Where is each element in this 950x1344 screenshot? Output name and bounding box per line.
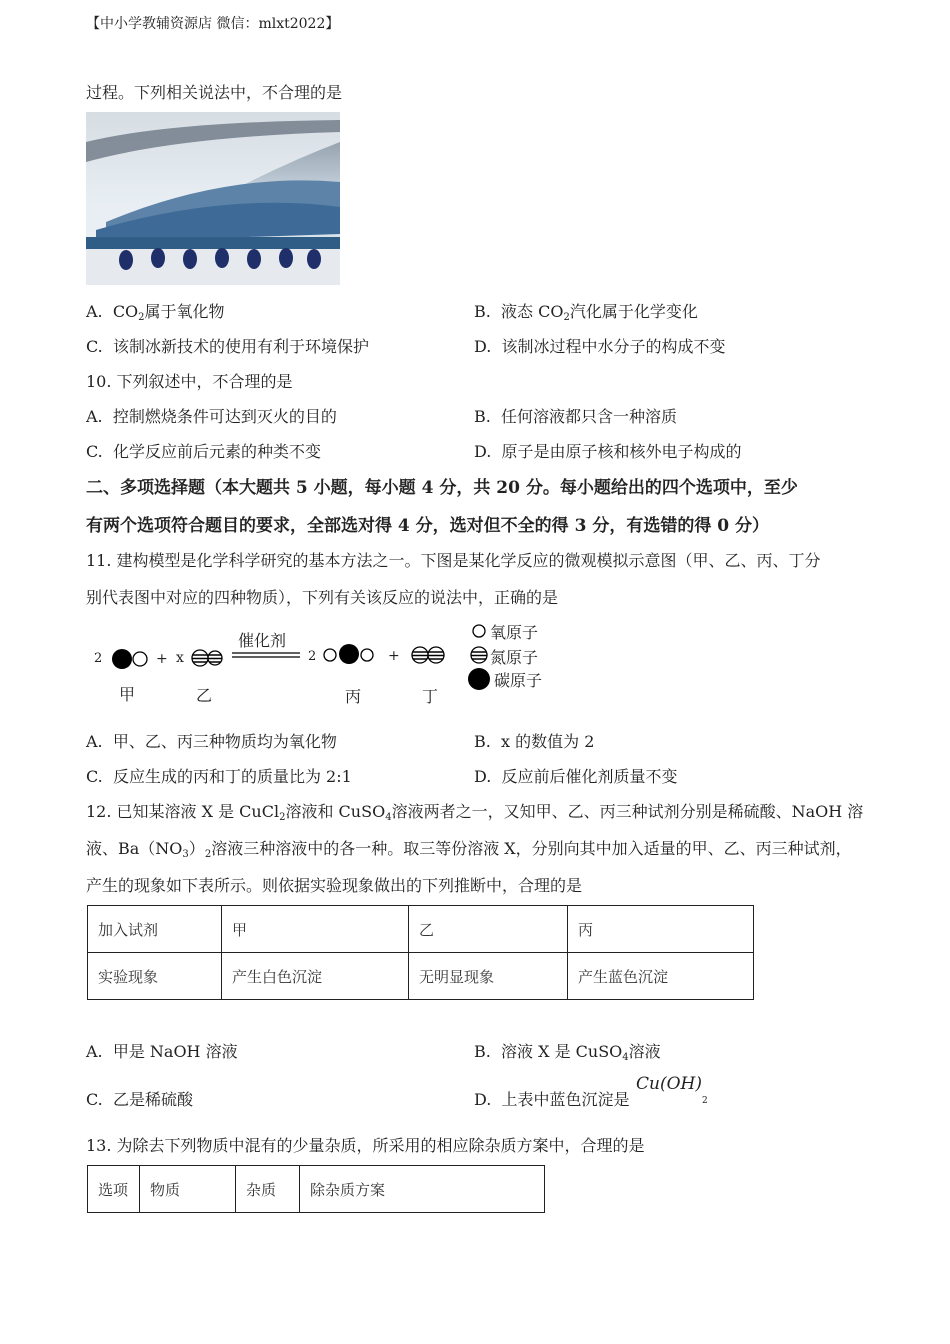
- table-cell: 丙: [568, 906, 754, 953]
- label-jia: 甲: [119, 685, 136, 704]
- q13-stem: 13. 为除去下列物质中混有的少量杂质，所采用的相应除杂质方案中，合理的是: [86, 1136, 645, 1155]
- q9-option-d: [474, 334, 726, 357]
- subscript: 2: [279, 812, 286, 823]
- q12-option-b: [474, 1039, 661, 1063]
- formula-text: Cu(OH): [636, 1074, 702, 1094]
- section2-heading-line2: 有两个选项符合题目的要求，全部选对得 4 分，选对但不全的得 3 分，有选错的得 0 分）: [86, 516, 769, 536]
- q12-stem-line1: [86, 799, 863, 823]
- subscript: 2: [701, 1096, 708, 1106]
- legend-nitrogen-label: 氮原子: [490, 648, 539, 667]
- option-letter: D.: [474, 442, 492, 461]
- option-letter: C.: [86, 767, 103, 786]
- header-watermark: 【中小学教辅资源店 微信：mlxt2022】: [86, 16, 340, 32]
- section2-heading-line1: 二、多项选择题（本大题共 5 小题，每小题 4 分，共 20 分。每小题给出的四个选项中，至少: [86, 478, 798, 498]
- option-text: x 的数值为 2: [501, 732, 595, 751]
- legend-oxygen-label: 氧原子: [490, 623, 539, 642]
- option-text: 控制燃烧条件可达到灭火的目的: [112, 407, 337, 426]
- option-letter: B.: [474, 302, 491, 321]
- option-letter: C.: [86, 1090, 103, 1109]
- subscript: 2: [204, 849, 212, 860]
- option-text: 溶液 X 是 CuSO: [501, 1042, 623, 1061]
- stem-text: 液、Ba（NO: [86, 839, 183, 858]
- reaction-diagram: [88, 618, 558, 710]
- option-text: 化学反应前后元素的种类不变: [112, 442, 321, 461]
- option-text: 该制冰新技术的使用有利于环境保护: [112, 337, 369, 356]
- legend-nitrogen-icon: [471, 647, 487, 663]
- option-letter: C.: [86, 337, 103, 356]
- option-text: 液态 CO: [501, 302, 564, 321]
- q10-option-d: [474, 439, 742, 462]
- table-row: [88, 953, 754, 1000]
- label-yi: 乙: [196, 686, 213, 705]
- legend-oxygen-icon: [473, 625, 485, 637]
- q9-option-a: [86, 299, 225, 323]
- q12-option-d: [474, 1087, 630, 1110]
- option-text: 上表中蓝色沉淀是: [501, 1090, 630, 1109]
- table-cell: 乙: [409, 906, 568, 953]
- table-cell: 选项: [88, 1166, 140, 1213]
- coefficient: 2: [308, 649, 317, 664]
- table-cell: 实验现象: [88, 953, 222, 1000]
- option-text: 反应生成的丙和丁的质量比为 2:1: [112, 767, 352, 786]
- table-cell: 除杂质方案: [300, 1166, 545, 1213]
- nitrogen-molecule: [192, 650, 222, 666]
- table-cell: 无明显现象: [409, 953, 568, 1000]
- option-letter: B.: [474, 407, 491, 426]
- option-letter: A.: [86, 407, 103, 426]
- coefficient-x: x: [176, 650, 184, 666]
- q11-stem-line2: 别代表图中对应的四种物质），下列有关该反应的说法中，正确的是: [86, 588, 559, 607]
- option-letter: B.: [474, 1042, 491, 1061]
- q11-stem-line1: 11. 建构模型是化学科学研究的基本方法之一。下图是某化学反应的微观模拟示意图（甲、乙、丙、丁分: [86, 551, 821, 570]
- table-cell: 产生蓝色沉淀: [568, 953, 754, 1000]
- coefficient: 2: [94, 651, 103, 666]
- stem-text: 溶液三种溶液中的各一种。取三等份溶液 X，分别向其中加入适量的甲、乙、丙三种试剂，: [211, 839, 852, 858]
- q9-intro-line: 过程。下列相关说法中，不合理的是: [86, 83, 343, 102]
- q10-option-c: [86, 439, 321, 462]
- q12-option-c: [86, 1087, 193, 1110]
- option-letter: C.: [86, 442, 103, 461]
- q13-table: [87, 1165, 545, 1213]
- subscript: 2: [563, 312, 570, 323]
- label-bing: 丙: [345, 687, 362, 706]
- q9-option-b: [474, 299, 698, 323]
- table-cell: 甲: [222, 906, 409, 953]
- q10-option-a: [86, 404, 337, 427]
- speed-skating-photo: [86, 112, 340, 285]
- stem-text: ）: [188, 839, 205, 858]
- stem-text: 溶液两者之一，又知甲、乙、丙三种试剂分别是稀硫酸、NaOH 溶: [391, 802, 864, 821]
- table-cell: 产生白色沉淀: [222, 953, 409, 1000]
- subscript: 3: [182, 849, 189, 860]
- subscript: 4: [385, 812, 392, 823]
- option-text: 甲是 NaOH 溶液: [112, 1042, 238, 1061]
- table-row: [88, 1166, 545, 1213]
- option-letter: A.: [86, 302, 103, 321]
- q12-stem-line2: [86, 836, 852, 860]
- subscript: 4: [622, 1052, 629, 1063]
- option-letter: B.: [474, 732, 491, 751]
- nitrogen-product-molecule: [412, 647, 444, 663]
- option-text: 汽化属于化学变化: [569, 302, 698, 321]
- copper-hydroxide-formula: [636, 1074, 708, 1106]
- option-text: 乙是稀硫酸: [112, 1090, 193, 1109]
- option-text: 该制冰过程中水分子的构成不变: [501, 337, 726, 356]
- legend-carbon-label: 碳原子: [494, 671, 543, 690]
- q11-option-c: [86, 764, 352, 787]
- q12-stem-line3: 产生的现象如下表所示。则依据实验现象做出的下列推断中，合理的是: [86, 876, 583, 895]
- table-cell: 加入试剂: [88, 906, 222, 953]
- q11-option-b: [474, 729, 594, 752]
- option-letter: D.: [474, 337, 492, 356]
- option-text: 任何溶液都只含一种溶质: [501, 407, 678, 426]
- carbon-atom: [112, 649, 132, 669]
- option-letter: D.: [474, 767, 492, 786]
- legend-carbon-icon: [468, 668, 490, 690]
- table-row: [88, 906, 754, 953]
- q12-results-table: [87, 905, 754, 1000]
- option-text: 原子是由原子核和核外电子构成的: [501, 442, 742, 461]
- table-cell: 杂质: [236, 1166, 300, 1213]
- option-text: 溶液: [628, 1042, 661, 1061]
- oxygen-atom: [133, 652, 147, 666]
- option-letter: A.: [86, 732, 103, 751]
- option-text: CO: [112, 302, 139, 321]
- catalyst-label: 催化剂: [238, 631, 287, 650]
- plus-sign: +: [388, 648, 400, 664]
- q9-option-c: [86, 334, 369, 357]
- plus-sign: +: [156, 651, 168, 667]
- option-letter: D.: [474, 1090, 492, 1109]
- q12-option-a: [86, 1039, 238, 1062]
- q11-option-a: [86, 729, 337, 752]
- stem-text: 12. 已知某溶液 X 是 CuCl: [86, 802, 280, 821]
- q10-stem: 10. 下列叙述中，不合理的是: [86, 372, 293, 391]
- option-text: 属于氧化物: [144, 302, 225, 321]
- q10-option-b: [474, 404, 677, 427]
- table-cell: 物质: [140, 1166, 236, 1213]
- q11-option-d: [474, 764, 678, 787]
- option-text: 甲、乙、丙三种物质均为氧化物: [112, 732, 337, 751]
- carbon-dioxide-molecule: [324, 644, 373, 664]
- option-text: 反应前后催化剂质量不变: [501, 767, 678, 786]
- subscript: 2: [138, 312, 145, 323]
- option-letter: A.: [86, 1042, 103, 1061]
- stem-text: 溶液和 CuSO: [285, 802, 386, 821]
- label-ding: 丁: [422, 687, 439, 706]
